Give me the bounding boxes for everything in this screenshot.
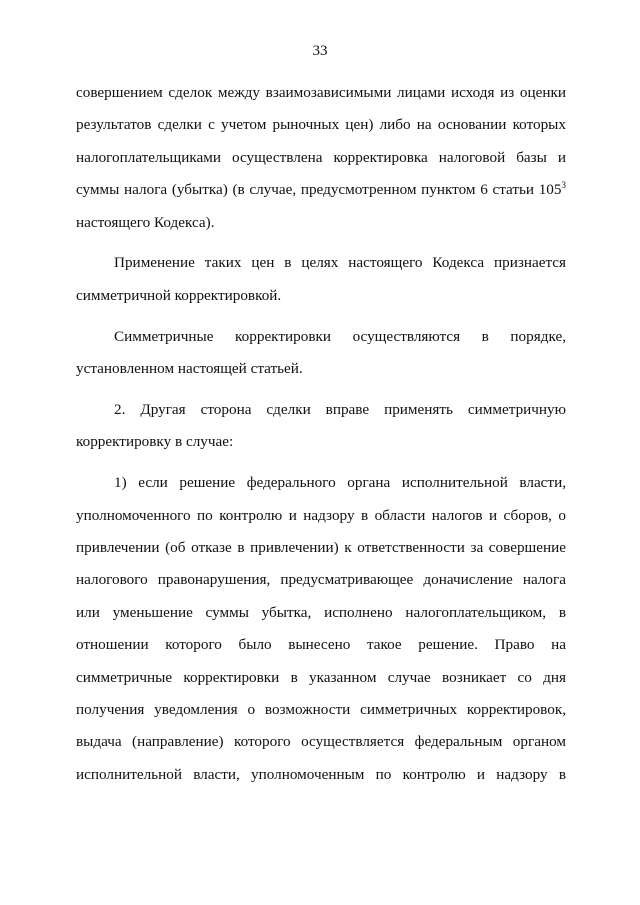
text-line: Симметричные корректировки осуществляются в порядке, <box>114 327 566 345</box>
text-line: или уменьшение суммы убытка, исполнено налогоплательщиком, в <box>76 603 566 621</box>
text-line: результатов сделки с учетом рыночных цен) либо на основании которых <box>76 116 566 134</box>
text-line-with-superscript <box>76 174 566 206</box>
text-line: уполномоченного по контролю и надзору в области налогов и сборов, о <box>76 506 566 524</box>
text-line: налогового правонарушения, предусматривающее доначисление налога <box>76 571 566 589</box>
text-line: корректировку в случае: <box>76 433 234 451</box>
text-line: установленном настоящей статьей. <box>76 360 303 378</box>
text-line: получения уведомления о возможности симметричных корректировок, <box>76 701 566 719</box>
text-line: настоящего Кодекса). <box>76 213 215 231</box>
text-line: 1) если решение федерального органа исполнительной власти, <box>114 474 566 492</box>
document-body <box>76 77 566 791</box>
text-line: симметричной корректировкой. <box>76 286 282 304</box>
text-line: отношении которого было вынесено такое решение. Право на <box>76 636 566 654</box>
text-line: Применение таких цен в целях настоящего Кодекса признается <box>114 254 566 272</box>
text-line: исполнительной власти, уполномоченным по контролю и надзору в <box>76 765 566 783</box>
text-line: налогоплательщиками осуществлена корректировка налоговой базы и <box>76 148 566 166</box>
article-superscript: 3 <box>561 180 566 191</box>
text-line-main: суммы налога (убытка) (в случае, предусмотренном пунктом 6 статьи 105 <box>76 181 562 199</box>
text-line: привлечении (об отказе в привлечении) к ответственности за совершение <box>76 539 566 557</box>
text-line: выдача (направление) которого осуществляется федеральным органом <box>76 733 566 751</box>
page-number: 33 <box>312 43 328 59</box>
text-line: симметричные корректировки в указанном случае возникает со дня <box>76 668 566 686</box>
text-line: совершением сделок между взаимозависимыми лицами исходя из оценки <box>76 84 566 101</box>
text-line: 2. Другая сторона сделки вправе применять симметричную <box>114 401 566 419</box>
